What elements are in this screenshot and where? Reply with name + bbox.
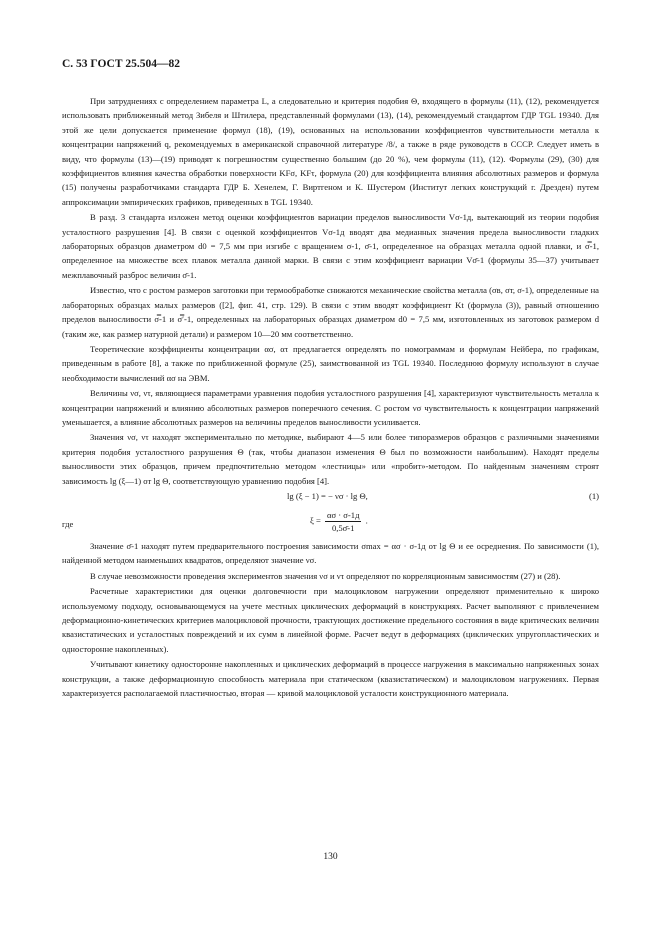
paragraph: Величины νσ, ντ, являющиеся параметрами уравнения подобия усталостного разрушения [4], характеризуют чувствительность металла к концентрации напряжений и влиянию абсолютных размеров поперечного сечения. С ростом νσ чувствительность к концентрации напряжений уменьшается, а влияние абсолютных размеров на величины пределов выносливости усиливается. [62,388,599,427]
paragraph: Значение σ̄-1 находят путем предварительного построения зависимости σmax = ασ · σ-1д от lg Θ и ее осреднения. По зависимости (1), найденной методом наименьших квадратов, определяют значение νσ. [62,540,599,566]
equation-block [62,489,599,539]
equation-2-tail: . [365,515,368,526]
page-header: С. 53 ГОСТ 25.504—82 [62,58,181,70]
paragraph: В разд. 3 стандарта изложен метод оценки коэффициентов вариации пределов выносливости Vσ-1д, вытекающий из теории подобия усталостного разрушения [4]. В связи с оценкой коэффициентов Vσ-1д вводят два медианных значения предела выносливости гладких лабораторных образцов диаметром d0 = 7,5 мм при изгибе с вращением σ-1, σ̄-1, определенное на образцах металла одной плавки, и σ̿-1, определенное на множестве всех плавок металла данной марки. В связи с этим коэффициент вариации Vσ̄-1 (формулы 35—37) учитывает межплавочный разброс величин σ̄-1. [62,212,599,280]
equation-2 [310,509,368,534]
equation-1: lg (ξ − 1) = − νσ · lg Θ, [287,490,368,501]
paragraph: При затруднениях с определением параметра L, а следовательно и критерия подобия Θ, входящего в формулы (11), (12), рекомендуется использовать приближенный метод Зибеля и Штилера, представленный формулами (13), (14), рекомендуемый стандартом ГДР TGL 19340. Для этой же цели допускается применение формул (18), (19), основанных на использовании коэффициентов чувствительности металла к концентрации напряжений q, рекомендуемых в американской справочной литературе /8/, а также в ряде руководств в СССР. Следует иметь в виду, что формулы (13)—(19) приводят к погрешностям существенно большим (до 20 %), чем формулы (11), (12). Формулы (29), (30) для коэффициентов влияния качества обработки поверхности KFσ, KFτ, формула (20) для коэффициента влияния абсолютных размеров и формула (15) получены разработчиками стандарта ГДР Б. Хенелем, Г. Виртгеном и К. Шустером (Институт легких конструкций г. Дрезден) путем аппроксимации эмпирических графиков, приведенных в TGL 19340. [62,96,599,207]
paragraph: В случае невозможности проведения экспериментов значения νσ и ντ определяют по корреляционным зависимостям (27) и (28). [90,570,561,581]
paragraph: Значения νσ, ντ находят экспериментально по методике, выбирают 4—5 или более типоразмеров образцов с различными значениями критерия подобия усталостного разрушения Θ (так, чтобы диапазон изменения Θ был по возможности наибольшим). Находят пределы выносливости этих образцов, причем предпочтительно методом «лестницы» или «пробит»-методом. По найденным значениям строят зависимость lg (ξ—1) от lg Θ, соответствующую уравнению подобия [4]. [62,432,599,486]
equation-1-number: (1) [588,490,599,501]
fraction-denominator: 0,5σ̄-1 [331,522,355,533]
document-body [62,94,599,701]
where-label: где [62,518,74,529]
page-number: 130 [323,852,338,862]
paragraph: Теоретические коэффициенты концентрации ασ, ατ предлагается определять по номограммам и формулам Нейбера, по графикам, приведенным в работе [8], а также по приближенной формуле (25), заимствованной из TGL 19340. Последнюю формулу используют в случае необходимости вычислений ασ на ЭВМ. [62,343,599,383]
equation-2-fraction [325,509,361,534]
fraction-numerator: ασ · σ-1д [326,509,360,520]
paragraph: Расчетные характеристики для оценки долговечности при малоцикловом нагружении определяют применительно к широко используемому подходу, основывающемуся на учете местных циклических деформаций в конструкциях. Расчет выполняют с привлечением деформационно-кинетических критериев малоцикловой прочности, трактующих достижение предельного состояния в виде критических величин квазистатических и усталостных повреждений и их сумм в линейной форме. Расчет ведут в деформациях (циклических упругопластических и одностороннe накопленных). [62,586,599,654]
equation-2-lhs: ξ = [310,515,321,526]
paragraph: Известно, что с ростом размеров заготовки при термообработке снижаются механические свойства металла (σв, σт, σ-1), определенные на лабораторных образцах малых размеров ([2], фиг. 41, стр. 129). В связи с этим вводят коэффициент Kt (формула (3)), равный отношению пределов выносливости σ̿-1 и σ̿′-1, определенных на лабораторных образцах диаметром d0 = 7,5 мм, изготовленных из заготовок размером d (таким же, как размер натурной детали) и размером 10—20 мм соответственно. [62,285,599,339]
paragraph: Учитывают кинетику одностороннe накопленных и циклических деформаций в процессе нагружения в максимально напряженных зонах конструкции, а также деформационную способность материала при статическом (квазистатическом) и малоцикловом нагружениях. Первая характеризуется располагаемой пластичностью, вторая — кривой малоцикловой усталости конструкционного материала. [62,659,599,699]
